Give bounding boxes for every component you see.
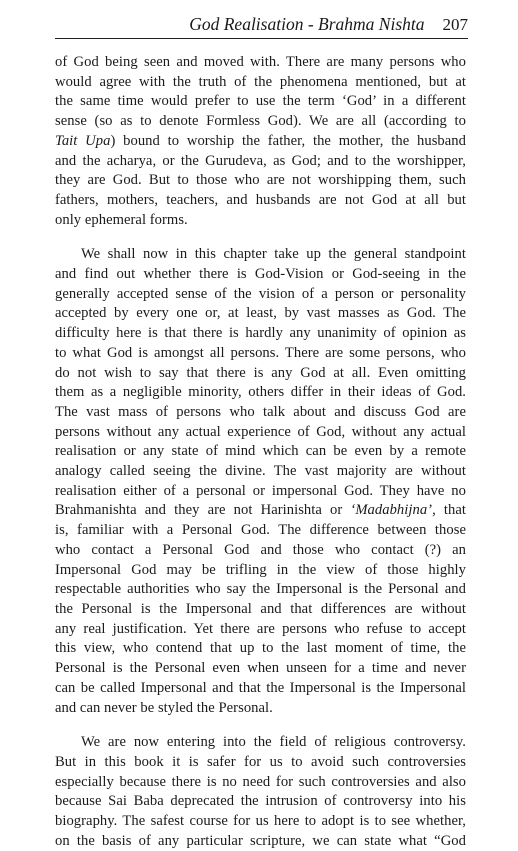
text-line: Brahmanishta and they are not Harinishta or ‘Madabhijna’, that	[55, 502, 467, 519]
text-line: they are God. But to those who are not worshipping them, such	[55, 172, 466, 189]
paragraph	[55, 245, 466, 718]
text-line: realisation or any state of mind which can be even by a remote	[55, 443, 466, 460]
text-line: the same time would prefer to use the term ‘God’ in a different	[55, 93, 466, 110]
text-line: But in this book it is safer for us to avoid such controversies	[55, 753, 466, 770]
text-line: and can never be styled the Personal.	[55, 699, 273, 716]
text-line: difficulty here is that there is hardly any unanimity of opinion as	[55, 325, 466, 342]
text-line: persons without any actual experience of God, without any actual	[55, 423, 466, 440]
text-line: on the basis of any particular scripture, we can state what “God	[55, 832, 466, 849]
text-line: to what God is amongst all persons. There are some persons, who	[55, 344, 466, 361]
paragraph	[55, 733, 466, 851]
text-line: and find out whether there is God-Vision or God-seeing in the	[55, 266, 466, 283]
text-line: sense (so as to denote Formless God). We are all (according to	[55, 113, 466, 130]
text-line: analogy called seeing the divine. The vast majority are without	[55, 463, 466, 480]
text-line: because Sai Baba deprecated the intrusion of controversy into his	[55, 793, 466, 810]
text-line: who contact a Personal God and those who contact (?) an	[55, 541, 466, 558]
text-line: realisation either of a personal or impersonal God. They have no	[55, 482, 466, 499]
text-line: Tait Upa) bound to worship the father, the mother, the husband	[55, 132, 467, 149]
paragraph	[55, 53, 466, 230]
page-number: 207	[442, 15, 468, 34]
text-line: of God being seen and moved with. There are many persons who	[55, 54, 466, 70]
text-line: generally accepted sense of the vision of a person or personality	[55, 285, 466, 302]
italic-term: Tait Upa	[55, 132, 111, 149]
text-line: The vast mass of persons who talk about and discuss God are	[55, 403, 466, 420]
body-text	[55, 53, 466, 851]
text-line: only ephemeral forms.	[55, 211, 188, 228]
text-line: biography. The safest course for us here to adopt is to see whether,	[55, 813, 466, 830]
running-header	[55, 14, 468, 39]
text-line: is, familiar with a Personal God. The difference between those	[55, 522, 466, 539]
text-line: them as a negligible minority, others differ in their ideas of God.	[55, 384, 466, 401]
text-line: Impersonal God may be trifling in the view of those highly	[55, 561, 466, 578]
text-line: We are now entering into the field of religious controversy.	[81, 734, 466, 751]
text-line: accepted by every one or, at least, by vast masses as God. The	[55, 305, 466, 322]
italic-term: ‘Madabhijna’	[350, 502, 433, 519]
text-line: any real justification. Yet there are persons who refuse to accept	[55, 620, 466, 637]
text-line: We shall now in this chapter take up the general standpoint	[81, 246, 466, 263]
text-line: fathers, mothers, teachers, and husbands are not God at all but	[55, 191, 466, 208]
text-line: Personal is the Personal even when unseen for a time and never	[55, 660, 466, 677]
text-line: would agree with the truth of the phenomena mentioned, but at	[55, 73, 466, 90]
text-line: this view, who contend that up to the last moment of time, the	[55, 640, 466, 657]
text-line: can be called Impersonal and that the Impersonal is the Impersonal	[55, 679, 466, 696]
text-line: do not wish to say that there is any God at all. Even omitting	[55, 364, 466, 381]
text-line: respectable authorities who say the Impersonal is the Personal and	[55, 581, 466, 598]
text-line: especially because there is no need for such controversies and also	[55, 773, 466, 790]
text-line: the Personal is the Impersonal and that differences are without	[55, 600, 466, 617]
running-title: God Realisation - Brahma Nishta	[189, 14, 425, 34]
text-line: and the acharya, or the Gurudeva, as God; and to the worshipper,	[55, 152, 466, 169]
